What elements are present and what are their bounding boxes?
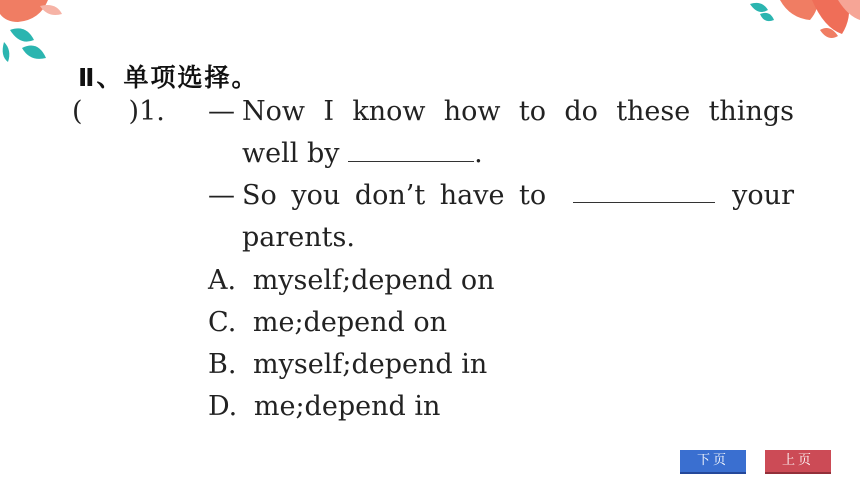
- option-a: [208, 265, 495, 296]
- option-b: [208, 349, 487, 380]
- question-line-2: [242, 138, 483, 169]
- option-d-text: me;depend in: [253, 391, 441, 422]
- option-d: [208, 391, 440, 422]
- option-d-letter: D.: [208, 391, 238, 422]
- answer-paren-open: (: [72, 96, 83, 127]
- dialogue-dash-1: —: [208, 96, 235, 127]
- fill-blank-1: [348, 139, 474, 162]
- option-a-text: myself;depend on: [252, 265, 495, 296]
- option-a-letter: A.: [208, 265, 237, 296]
- option-b-letter: B.: [208, 349, 237, 380]
- dialogue-dash-2: —: [208, 180, 235, 211]
- dialogue-line-4: parents.: [242, 222, 355, 253]
- fill-blank-2: [573, 180, 715, 203]
- dialogue-line-1: Now I know how to do these things: [242, 96, 794, 127]
- option-c-text: me;depend on: [252, 307, 447, 338]
- dialogue-line-3: [242, 180, 794, 211]
- section-title: Ⅱ、单项选择。: [78, 63, 259, 92]
- line-2-text: well by: [242, 138, 340, 169]
- leaf-decoration-left-icon: [0, 0, 80, 70]
- next-page-button[interactable]: 下页: [680, 450, 746, 474]
- option-c-letter: C.: [208, 307, 237, 338]
- line-3-end: your: [732, 180, 794, 211]
- option-c: [208, 307, 447, 338]
- question-number: 1.: [139, 96, 165, 127]
- question-line-1: [72, 96, 165, 127]
- leaf-decoration-right-icon: [720, 0, 860, 60]
- answer-paren-close: ): [128, 96, 140, 127]
- line-3-text: So you don’t have to: [242, 180, 547, 211]
- option-b-text: myself;depend in: [253, 349, 488, 380]
- line-2-period: .: [474, 138, 483, 169]
- previous-page-button[interactable]: 上页: [765, 450, 831, 474]
